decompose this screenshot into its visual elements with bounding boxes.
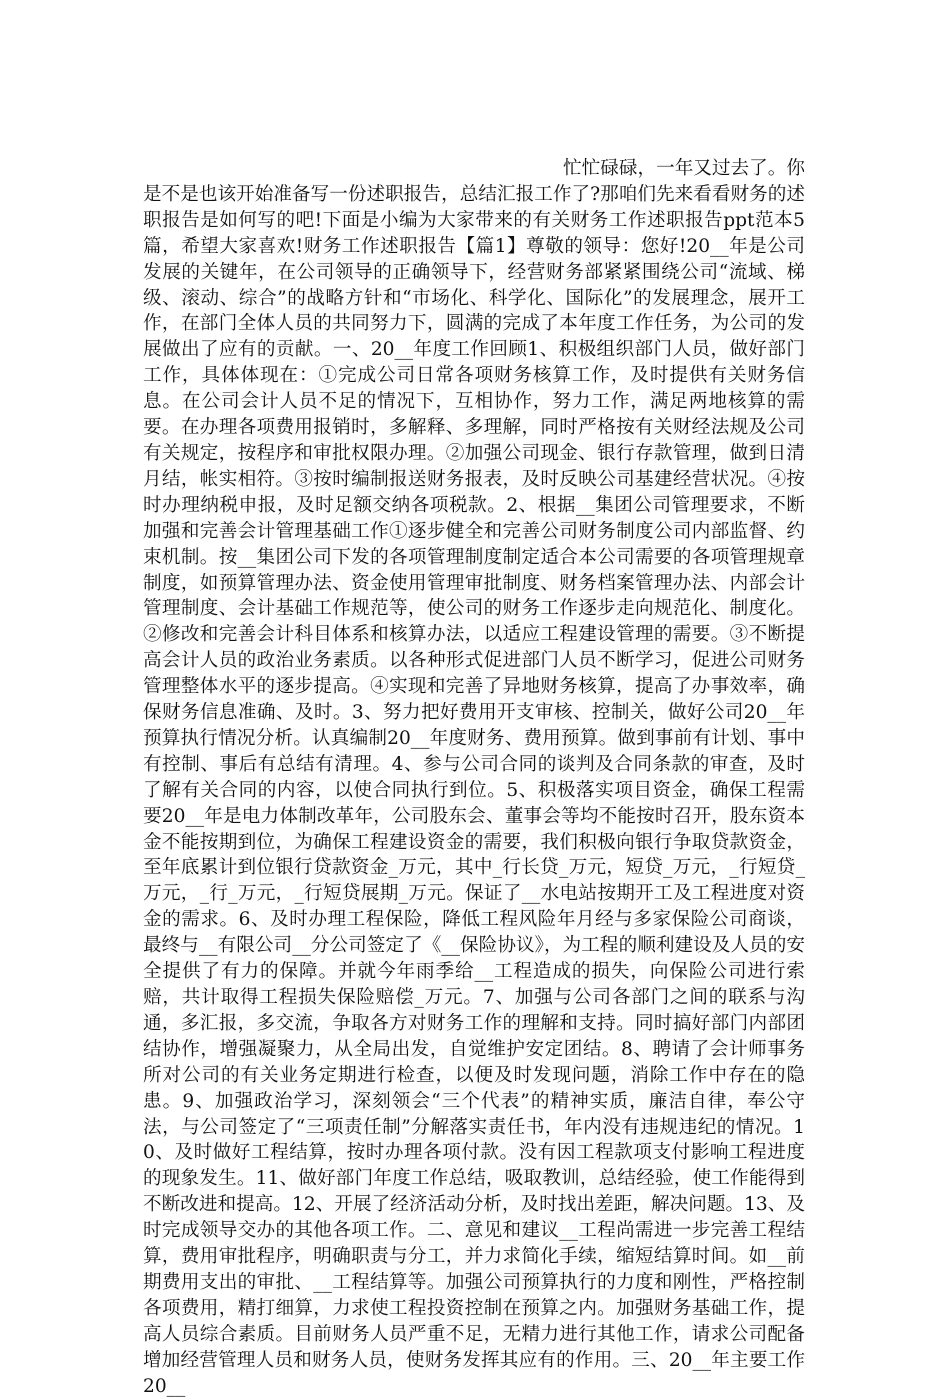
report-body-text: 忙忙碌碌，一年又过去了。你是不是也该开始准备写一份述职报告，总结汇报工作了?那咱们先来看看财务的述职报告是如何写的吧!下面是小编为大家带来的有关财务工作述职报告ppt范本5篇，希望大家喜欢!财务工作述职报告【篇1】尊敬的领导：您好!20__年是公司发展的关键年，在公司领导的正确领导下，经营财务部紧紧围绕公司“流域、梯级、滚动、综合”的战略方针和“市场化、科学化、国际化”的发展理念，展开工作，在部门全体人员的共同努力下，圆满的完成了本年度工作任务，为公司的发展做出了应有的贡献。一、20__年度工作回顾1、积极组织部门人员，做好部门工作，具体体现在：①完成公司日常各项财务核算工作，及时提供有关财务信息。在公司会计人员不足的情况下，互相协作，努力工作，满足两地核算的需要。在办理各项费用报销时，多解释、多理解，同时严格按有关财经法规及公司有关规定，按程序和审批权限办理。②加强公司现金、银行存款管理，做到日清月结，帐实相符。③按时编制报送财务报表，及时反映公司基建经营状况。④按时办理纳税申报，及时足额交纳各项税款。2、根据__集团公司管理要求，不断加强和完善会计管理基础工作①逐步健全和完善公司财务制度公司内部监督、约束机制。按__集团公司下发的各项管理制度制定适合本公司需要的各项管理规章制度，如预算管理办法、资金使用管理审批制度、财务档案管理办法、内部会计管理制度、会计基础工作规范等，使公司的财务工作逐步走向规范化、制度化。②修改和完善会计科目体系和核算办法，以适应工程建设管理的需要。③不断提高会计人员的政治业务素质。以各种形式促进部门人员不断学习，促进公司财务管理整体水平的逐步提高。④实现和完善了异地财务核算，提高了办事效率，确保财务信息准确、及时。3、努力把好费用开支审核、控制关，做好公司20__年预算执行情况分析。认真编制20__年度财务、费用预算。做到事前有计划、事中有控制、事后有总结有清理。4、参与公司合同的谈判及合同条款的审查，及时了解有关合同的内容，以使合同执行到位。5、积极落实项目资金，确保工程需要20__年是电力体制改革年，公司股东会、董事会等均不能按时召开，股东资本金不能按期到位，为确保工程建设资金的需要，我们积极向银行争取贷款资金，至年底累计到位银行贷款资金_万元，其中_行长贷_万元，短贷_万元，_行短贷_万元，_行_万元，_行短贷展期_万元。保证了__水电站按期开工及工程进度对资金的需求。6、及时办理工程保险，降低工程风险年月经与多家保险公司商谈，最终与__有限公司__分公司签定了《__保险协议》，为工程的顺利建设及人员的安全提供了有力的保障。并就今年雨季给__工程造成的损失，向保险公司进行索赔，共计取得工程损失保险赔偿_万元。7、加强与公司各部门之间的联系与沟通，多汇报，多交流，争取各方对财务工作的理解和支持。同时搞好部门内部团结协作，增强凝聚力，从全局出发，自觉维护安定团结。8、聘请了会计师事务所对公司的有关业务定期进行检查，以便及时发现问题，消除工作中存在的隐患。9、加强政治学习，深刻领会“三个代表”的精神实质，廉洁自律，奉公守法，与公司签定了“三项责任制”分解落实责任书，年内没有违规违纪的情况。10、及时做好工程结算，按时办理各项付款。没有因工程款项支付影响工程进度的现象发生。11、做好部门年度工作总结，吸取教训，总结经验，使工作能得到不断改进和提高。12、开展了经济活动分析，及时找出差距，解决问题。13、及时完成领导交办的其他各项工作。二、意见和建议__工程尚需进一步完善工程结算，费用审批程序，明确职责与分工，并力求简化手续，缩短结算时间。如__前期费用支出的审批、__工程结算等。加强公司预算执行的力度和刚性，严格控制各项费用，精打细算，力求使工程投资控制在预算之内。加强财务基础工作，提高人员综合素质。目前财务人员严重不足，无精力进行其他工作，请求公司配备增加经营管理人员和财务人员，使财务发挥其应有的作用。三、20__年主要工作20__ (143, 158, 805, 1397)
